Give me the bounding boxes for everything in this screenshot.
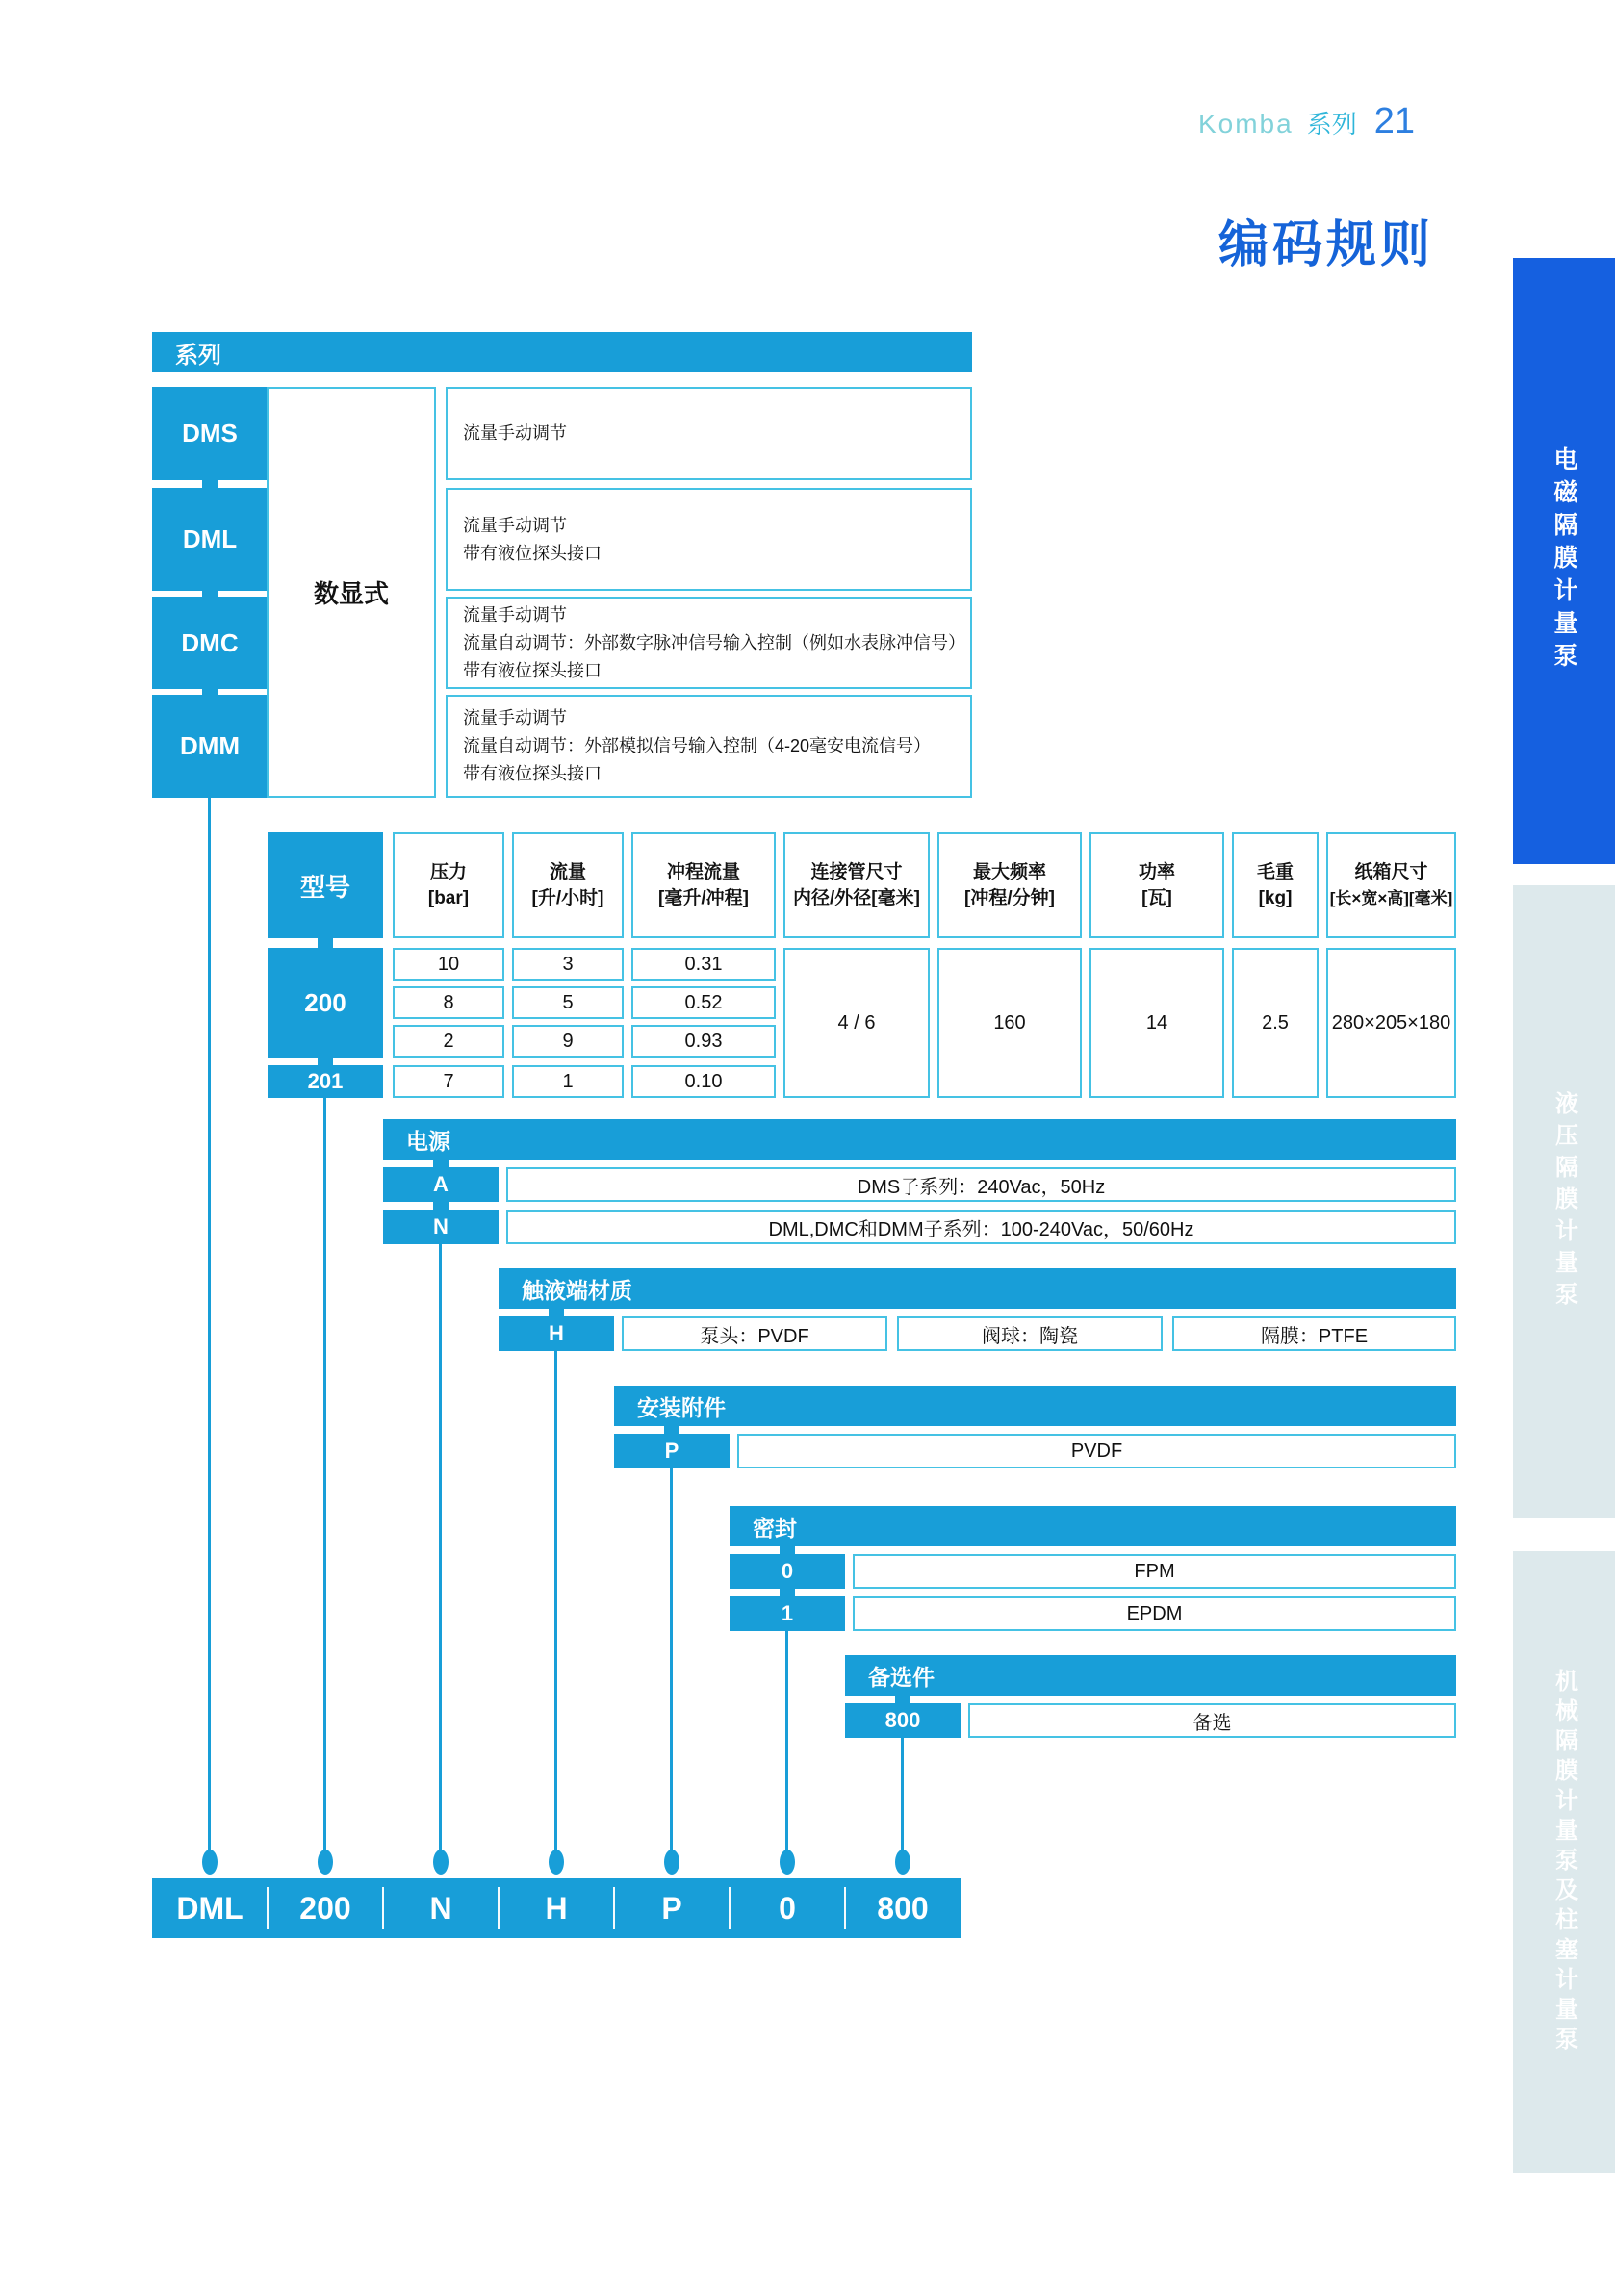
segment-value: DML <box>176 1890 244 1926</box>
desc-line: 流量手动调节 <box>463 708 567 727</box>
col-unit: [毫升/冲程] <box>658 888 749 908</box>
option-desc: 隔膜：PTFE <box>1260 1325 1369 1347</box>
table-cell-weight <box>1232 948 1319 1098</box>
code-segment-series <box>152 1878 268 1938</box>
desc-line: 流量手动调节 <box>463 423 567 443</box>
connector-line-material <box>554 1351 557 1856</box>
series-code-dmc <box>152 597 268 689</box>
table-cell <box>393 948 504 981</box>
code-segment-material <box>499 1878 614 1938</box>
page-title: 编码规则 <box>1218 217 1434 273</box>
col-unit: 内径/外径[毫米] <box>793 888 920 908</box>
connector-dot <box>895 1850 910 1875</box>
code-segment-power <box>383 1878 499 1938</box>
model-code-label: 201 <box>307 1069 344 1093</box>
chain-link <box>433 1160 449 1167</box>
series-code-dml <box>152 488 268 591</box>
table-cell-pipe-size <box>783 948 930 1098</box>
sidebar-tab-label: 机械隔膜计量泵及柱塞计量泵 <box>1551 1668 1577 2056</box>
connector-dot <box>202 1850 218 1875</box>
series-desc-dmm <box>446 695 972 798</box>
model-cell-201 <box>268 1065 383 1098</box>
segment-value: P <box>661 1890 682 1926</box>
connector-dot <box>549 1850 564 1875</box>
sidebar-tab-label: 电磁隔膜计量泵 <box>1551 446 1577 676</box>
connector-line-model <box>323 1098 326 1856</box>
col-unit: [kg] <box>1258 888 1293 908</box>
sidebar-tab-mechanical-diaphragm-plunger-pumps[interactable] <box>1513 1551 1615 2173</box>
connector-dot <box>433 1850 449 1875</box>
chain-link <box>780 1546 795 1554</box>
cell-value: 0.31 <box>684 953 723 975</box>
chain-link <box>780 1589 795 1596</box>
power-code-a <box>383 1167 499 1202</box>
desc-line: 带有液位探头接口 <box>463 764 602 783</box>
chain-link <box>202 480 218 488</box>
sidebar-tab-solenoid-diaphragm-pumps[interactable] <box>1513 258 1615 864</box>
segment-value: 0 <box>779 1890 796 1926</box>
chain-link <box>664 1426 679 1434</box>
chain-link <box>433 1202 449 1210</box>
col-title: 毛重 <box>1256 862 1294 882</box>
col-title: 流量 <box>549 862 586 882</box>
code-divider <box>844 1887 846 1929</box>
series-desc-dms <box>446 387 972 480</box>
col-title: 压力 <box>429 862 467 882</box>
cell-value: 8 <box>443 991 454 1013</box>
cell-value: 280×205×180 <box>1331 1011 1451 1033</box>
sidebar-tab-label: 液压隔膜计量泵 <box>1551 1090 1577 1314</box>
seal-code-0 <box>730 1554 845 1589</box>
series-header-label: 系列 <box>175 342 221 369</box>
code-segment-optional <box>845 1878 961 1938</box>
connector-line-power <box>439 1244 442 1856</box>
table-cell <box>393 1025 504 1058</box>
table-cell-max-frequency <box>937 948 1082 1098</box>
table-cell <box>631 986 776 1019</box>
cell-value: 2 <box>443 1030 454 1052</box>
model-header-label: 型号 <box>299 872 350 902</box>
desc-line: 流量自动调节：外部模拟信号输入控制（4-20毫安电流信号） <box>463 736 932 755</box>
connector-dot <box>664 1850 679 1875</box>
code-divider <box>613 1887 615 1929</box>
option-desc: 泵头：PVDF <box>700 1325 809 1347</box>
material-section-header <box>499 1268 1456 1309</box>
mounting-section-header <box>614 1386 1456 1426</box>
table-cell <box>512 1025 624 1058</box>
power-desc-n <box>506 1210 1456 1244</box>
series-code-dmm <box>152 695 268 798</box>
connector-line-optional <box>901 1738 904 1856</box>
seal-section-header <box>730 1506 1456 1546</box>
cell-value: 1 <box>562 1070 574 1092</box>
model-cell-200 <box>268 948 383 1058</box>
col-header-weight <box>1232 832 1319 938</box>
table-cell <box>393 986 504 1019</box>
col-header-max-frequency <box>937 832 1082 938</box>
code-segment-seal <box>730 1878 845 1938</box>
code-divider <box>382 1887 384 1929</box>
option-desc: DMS子系列：240Vac，50Hz <box>857 1176 1106 1198</box>
table-cell <box>512 948 624 981</box>
chain-link <box>895 1696 910 1703</box>
code-label: P <box>664 1439 679 1463</box>
cell-value: 3 <box>562 953 574 975</box>
segment-value: N <box>429 1890 452 1926</box>
col-header-pipe-size <box>783 832 930 938</box>
cell-value: 2.5 <box>1262 1011 1289 1033</box>
cell-value: 10 <box>437 953 460 975</box>
code-label: H <box>549 1321 564 1345</box>
table-cell <box>512 986 624 1019</box>
cell-value: 14 <box>1145 1011 1168 1033</box>
col-title: 功率 <box>1138 862 1175 882</box>
connector-line-mounting <box>670 1468 673 1856</box>
desc-line: 带有液位探头接口 <box>463 543 602 563</box>
optional-desc-800 <box>968 1703 1456 1738</box>
cell-value: 0.52 <box>684 991 723 1013</box>
optional-section-header <box>845 1655 1456 1696</box>
connector-dot <box>780 1850 795 1875</box>
col-header-flow <box>512 832 624 938</box>
power-header-label: 电源 <box>406 1128 450 1154</box>
brand-series-label: 系列 <box>1306 110 1357 139</box>
sidebar-tab-hydraulic-diaphragm-pumps[interactable] <box>1513 885 1615 1518</box>
mounting-code-p <box>614 1434 730 1468</box>
power-code-n <box>383 1210 499 1244</box>
col-header-pressure <box>393 832 504 938</box>
code-divider <box>267 1887 269 1929</box>
series-desc-dml <box>446 488 972 591</box>
col-title: 最大频率 <box>972 862 1046 882</box>
material-code-h <box>499 1316 614 1351</box>
code-label: A <box>433 1172 449 1196</box>
col-unit: [bar] <box>427 888 470 908</box>
chain-link <box>549 1309 564 1316</box>
desc-line: 带有液位探头接口 <box>463 660 602 680</box>
seal-desc-0 <box>853 1554 1456 1589</box>
table-cell <box>631 948 776 981</box>
col-header-carton-size <box>1326 832 1456 938</box>
series-code-label: DMC <box>181 627 239 657</box>
col-unit: [冲程/分钟] <box>964 888 1055 908</box>
table-cell <box>512 1065 624 1098</box>
code-label: 800 <box>884 1708 921 1732</box>
segment-value: 800 <box>877 1890 929 1926</box>
col-unit: [瓦] <box>1141 888 1172 908</box>
connector-line-series <box>208 798 211 1856</box>
col-title: 冲程流量 <box>666 862 740 882</box>
seal-header-label: 密封 <box>753 1515 797 1541</box>
col-unit: [长×宽×高][毫米] <box>1329 889 1453 907</box>
series-section-header <box>152 332 972 372</box>
col-header-power <box>1089 832 1224 938</box>
cell-value: 160 <box>993 1011 1026 1033</box>
col-header-stroke-volume <box>631 832 776 938</box>
table-cell <box>631 1025 776 1058</box>
segment-value: 200 <box>299 1890 351 1926</box>
col-title: 连接管尺寸 <box>810 862 903 882</box>
mounting-header-label: 安装附件 <box>637 1394 726 1420</box>
brand-name: Komba <box>1197 109 1294 139</box>
code-label: 1 <box>781 1601 794 1625</box>
option-desc: 阀球：陶瓷 <box>982 1325 1078 1347</box>
chain-link <box>318 938 333 948</box>
cell-value: 0.10 <box>684 1070 723 1092</box>
option-desc: DML,DMC和DMM子系列：100-240Vac，50/60Hz <box>768 1218 1194 1240</box>
material-header-label: 触液端材质 <box>522 1277 632 1303</box>
option-desc: 备选 <box>1192 1712 1232 1734</box>
series-code-dms <box>152 387 268 480</box>
cell-value: 0.93 <box>684 1030 723 1052</box>
series-code-label: DMS <box>182 419 238 447</box>
desc-line: 流量手动调节 <box>463 515 567 535</box>
code-divider <box>729 1887 731 1929</box>
page-number: 21 <box>1373 101 1415 141</box>
cell-value: 4 / 6 <box>837 1011 876 1033</box>
option-desc: PVDF <box>1070 1440 1123 1462</box>
cell-value: 9 <box>562 1030 574 1052</box>
seal-code-1 <box>730 1596 845 1631</box>
code-segment-model <box>268 1878 383 1938</box>
series-desc-dmc <box>446 597 972 689</box>
connector-dot <box>318 1850 333 1875</box>
series-group-box <box>267 387 436 798</box>
cell-value: 7 <box>443 1070 454 1092</box>
material-part-pump-head <box>622 1316 887 1351</box>
table-cell-carton-size <box>1326 948 1456 1098</box>
mounting-desc-p <box>737 1434 1456 1468</box>
code-label: N <box>433 1214 449 1238</box>
series-group-label: 数显式 <box>313 579 389 608</box>
material-part-valve-ball <box>897 1316 1163 1351</box>
power-desc-a <box>506 1167 1456 1202</box>
table-model-header <box>268 832 383 938</box>
col-unit: [升/小时] <box>531 888 604 908</box>
option-desc: FPM <box>1134 1560 1175 1582</box>
chain-link <box>318 1058 333 1065</box>
seal-desc-1 <box>853 1596 1456 1631</box>
desc-line: 流量手动调节 <box>463 604 567 625</box>
cell-value: 5 <box>562 991 574 1013</box>
series-code-label: DMM <box>179 731 241 760</box>
table-cell-power <box>1089 948 1224 1098</box>
connector-line-seal <box>785 1631 788 1856</box>
power-section-header <box>383 1119 1456 1160</box>
material-part-diaphragm <box>1172 1316 1456 1351</box>
series-code-label: DML <box>182 524 238 553</box>
table-cell <box>631 1065 776 1098</box>
desc-line: 流量自动调节：外部数字脉冲信号输入控制（例如水表脉冲信号） <box>463 632 965 652</box>
option-desc: EPDM <box>1126 1602 1183 1624</box>
optional-header-label: 备选件 <box>868 1664 935 1690</box>
col-title: 纸箱尺寸 <box>1354 862 1428 882</box>
model-code-bar <box>152 1878 961 1938</box>
optional-code-800 <box>845 1703 961 1738</box>
header-brand <box>1198 101 1415 142</box>
table-cell <box>393 1065 504 1098</box>
model-code-label: 200 <box>304 987 346 1017</box>
code-divider <box>498 1887 500 1929</box>
code-segment-mounting <box>614 1878 730 1938</box>
code-label: 0 <box>781 1559 794 1583</box>
segment-value: H <box>545 1890 568 1926</box>
